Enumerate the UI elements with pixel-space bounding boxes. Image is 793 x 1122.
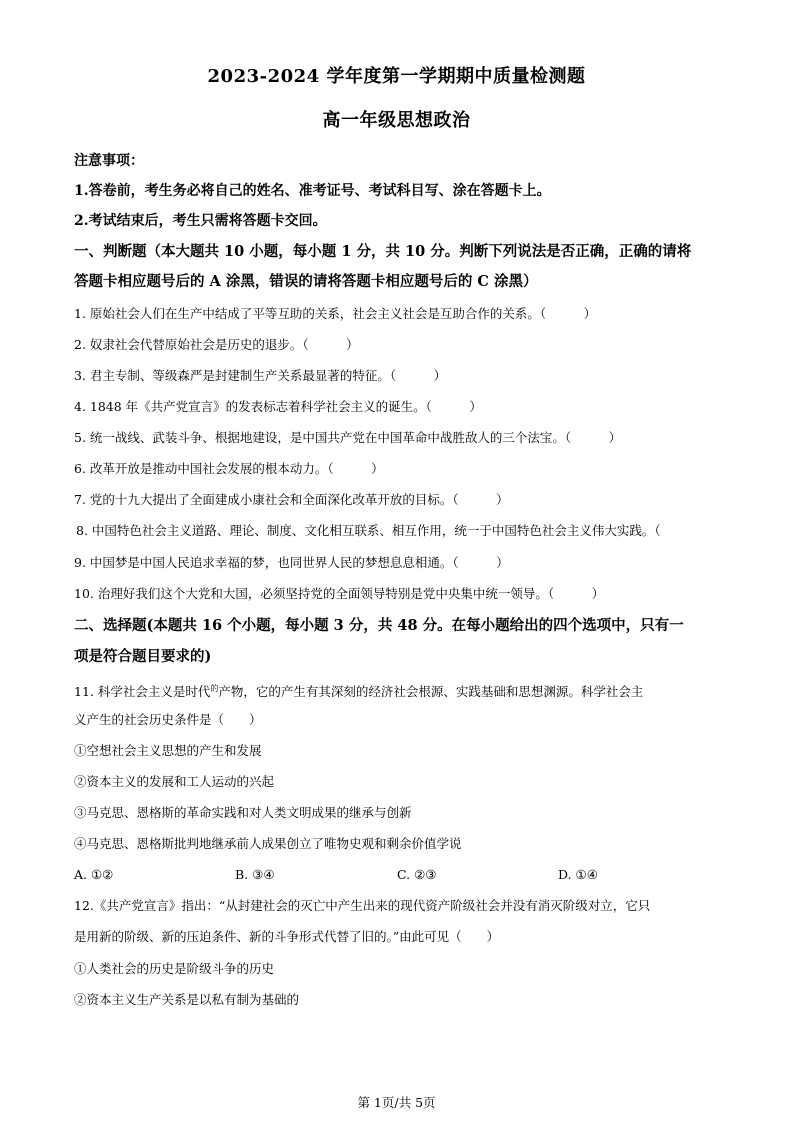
question-12-stem: 12.《共产党宣言》指出：“从封建社会的灭亡中产生出来的现代资产阶级社会并没有消灭阶级对立，它只 — [74, 898, 651, 913]
judgement-item: 5. 统一战线、武装斗争、根据地建设，是中国共产党在中国革命中战胜敌人的三个法宝。（ ） — [74, 430, 622, 445]
judgement-item: 6. 改革开放是推动中国社会发展的根本动力。（ ） — [74, 461, 384, 476]
judgement-item: 3. 君主专制、等级森严是封建制生产关系最显著的特征。（ ） — [74, 368, 447, 383]
question-12-stem-cont: 是用新的阶级、新的压迫条件、新的斗争形式代替了旧的。”由此可见（ ） — [74, 929, 500, 944]
notice-item: 1.答卷前，考生务必将自己的姓名、准考证号、考试科目写、涂在答题卡上。 — [74, 183, 551, 199]
q12-statement: ①人类社会的历史是阶级斗争的历史 — [74, 961, 275, 976]
option-b: B. ③④ — [235, 867, 275, 882]
q12-statement: ②资本主义生产关系是以私有制为基础的 — [74, 992, 300, 1007]
q11-statement: ②资本主义的发展和工人运动的兴起 — [74, 774, 275, 789]
q11-text-b: 产物，它的产生有其深刻的经济社会根源、实践基础和思想渊源。科学社会主 — [218, 684, 644, 700]
question-11-stem-cont: 义产生的社会历史条件是（ ） — [74, 712, 262, 727]
exam-subject: 高一年级思想政治 — [322, 110, 471, 131]
judgement-item: 4. 1848 年《共产党宣言》的发表标志着科学社会主义的诞生。（ ） — [74, 399, 482, 414]
notice-item: 2.考试结束后，考生只需将答题卡交回。 — [74, 213, 327, 229]
judgement-item: 10. 治理好我们这个大党和大国，必须坚持党的全面领导特别是党中央集中统一领导。（ ） — [74, 586, 605, 601]
section2-heading-cont: 项是符合题目要求的) — [74, 648, 212, 665]
judgement-item: 9. 中国梦是中国人民追求幸福的梦，也同世界人民的梦想息息相通。（ ） — [74, 555, 509, 570]
judgement-item: 1. 原始社会人们在生产中结成了平等互助的关系，社会主义社会是互助合作的关系。（ ） — [74, 306, 597, 321]
option-d: D. ①④ — [558, 867, 598, 882]
q11-statement: ①空想社会主义思想的产生和发展 — [74, 743, 262, 758]
q11-statement: ③马克思、恩格斯的革命实践和对人类文明成果的继承与创新 — [74, 805, 412, 820]
option-a: A. ①② — [74, 867, 114, 882]
notice-heading: 注意事项： — [74, 153, 144, 169]
page-number: 第 1页/共 5页 — [357, 1095, 436, 1110]
exam-title: 2023-2024 学年度第一学期期中质量检测题 — [207, 66, 586, 87]
judgement-item: 7. 党的十九大提出了全面建成小康社会和全面深化改革开放的目标。（ ） — [74, 492, 509, 507]
question-11-stem — [74, 680, 734, 701]
section1-heading: 一、判断题（本大题共 10 小题，每小题 1 分，共 10 分。判断下列说法是否正确，正确的请将 — [74, 243, 692, 260]
q11-text-a: 11. 科学社会主义是时代 — [74, 684, 211, 700]
judgement-item: 2. 奴隶社会代替原始社会是历史的退步。（ ） — [74, 337, 359, 352]
q11-statement: ④马克思、恩格斯批判地继承前人成果创立了唯物史观和剩余价值学说 — [74, 836, 462, 851]
q11-superscript: 的 — [210, 684, 219, 693]
judgement-item: 8. 中国特色社会主义道路、理论、制度、文化相互联系、相互作用，统一于中国特色社会主义伟大实践。（ — [76, 523, 661, 538]
section2-heading: 二、选择题(本题共 16 个小题，每小题 3 分，共 48 分。在每小题给出的四个选项中，只有一 — [74, 617, 684, 634]
q11-options — [74, 866, 674, 884]
option-c: C. ②③ — [397, 867, 437, 882]
section1-heading-cont: 答题卡相应题号后的 A 涂黑，错误的请将答题卡相应题号后的 C 涂黑） — [74, 273, 538, 290]
